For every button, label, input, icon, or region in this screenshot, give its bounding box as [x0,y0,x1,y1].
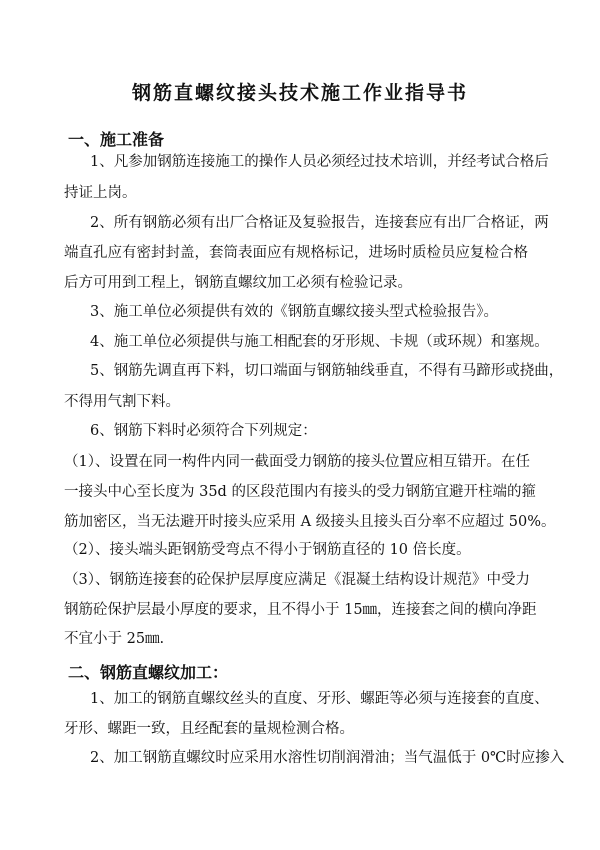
paragraph-line: 后方可用到工程上，钢筋直螺纹加工必须有检验记录。 [64,275,412,291]
section-heading-1: 一、施工准备 [68,130,165,149]
paragraph-line: 6、钢筋下料时必须符合下列规定： [90,423,317,439]
paragraph-line: 不宜小于 25㎜. [64,631,165,647]
paragraph-line: （3）、钢筋连接套的砼保护层厚度应满足《混凝土结构设计规范》中受力 [64,572,530,588]
paragraph-line: 不得用气割下料。 [64,394,180,410]
paragraph-line: 持证上岗。 [64,185,137,201]
paragraph-line: 1、加工的钢筋直螺纹丝头的直度、牙形、螺距等必须与连接套的直度、 [90,691,549,707]
paragraph-line: （1）、设置在同一构件内同一截面受力钢筋的接头位置应相互错开。在任 [64,454,530,470]
paragraph-line: 4、施工单位必须提供与施工相配套的牙形规、卡规（或环规）和塞规。 [90,334,549,350]
paragraph-line: 3、施工单位必须提供有效的《钢筋直螺纹接头型式检验报告》。 [90,304,498,320]
paragraph-line: 筋加密区，当无法避开时接头应采用 A 级接头且接头百分率不应超过 50%。 [64,514,556,530]
paragraph-line: 2、加工钢筋直螺纹时应采用水溶性切削润滑油；当气温低于 0℃时应掺入 [90,750,565,766]
paragraph-line: （2）、接头端头距钢筋受弯点不得小于钢筋直径的 10 倍长度。 [64,542,471,558]
section-heading-2: 二、钢筋直螺纹加工： [68,663,229,682]
paragraph-line: 钢筋砼保护层最小厚度的要求，且不得小于 15㎜，连接套之间的横向净距 [64,602,537,618]
paragraph-line: 一接头中心至长度为 35d 的区段范围内有接头的受力钢筋宜避开柱端的箍 [64,484,536,500]
paragraph-line: 5、钢筋先调直再下料，切口端面与钢筋轴线垂直，不得有马蹄形或挠曲， [90,363,564,379]
paragraph-line: 牙形、螺距一致，且经配套的量规检测合格。 [64,721,354,737]
paragraph-line: 端直孔应有密封封盖，套筒表面应有规格标记，进场时质检员应复检合格 [64,245,528,261]
document-title: 钢筋直螺纹接头技术施工作业指导书 [131,82,468,104]
paragraph-line: 1、凡参加钢筋连接施工的操作人员必须经过技术培训，并经考试合格后 [90,154,549,170]
paragraph-line: 2、所有钢筋必须有出厂合格证及复验报告，连接套应有出厂合格证，两 [90,215,549,231]
